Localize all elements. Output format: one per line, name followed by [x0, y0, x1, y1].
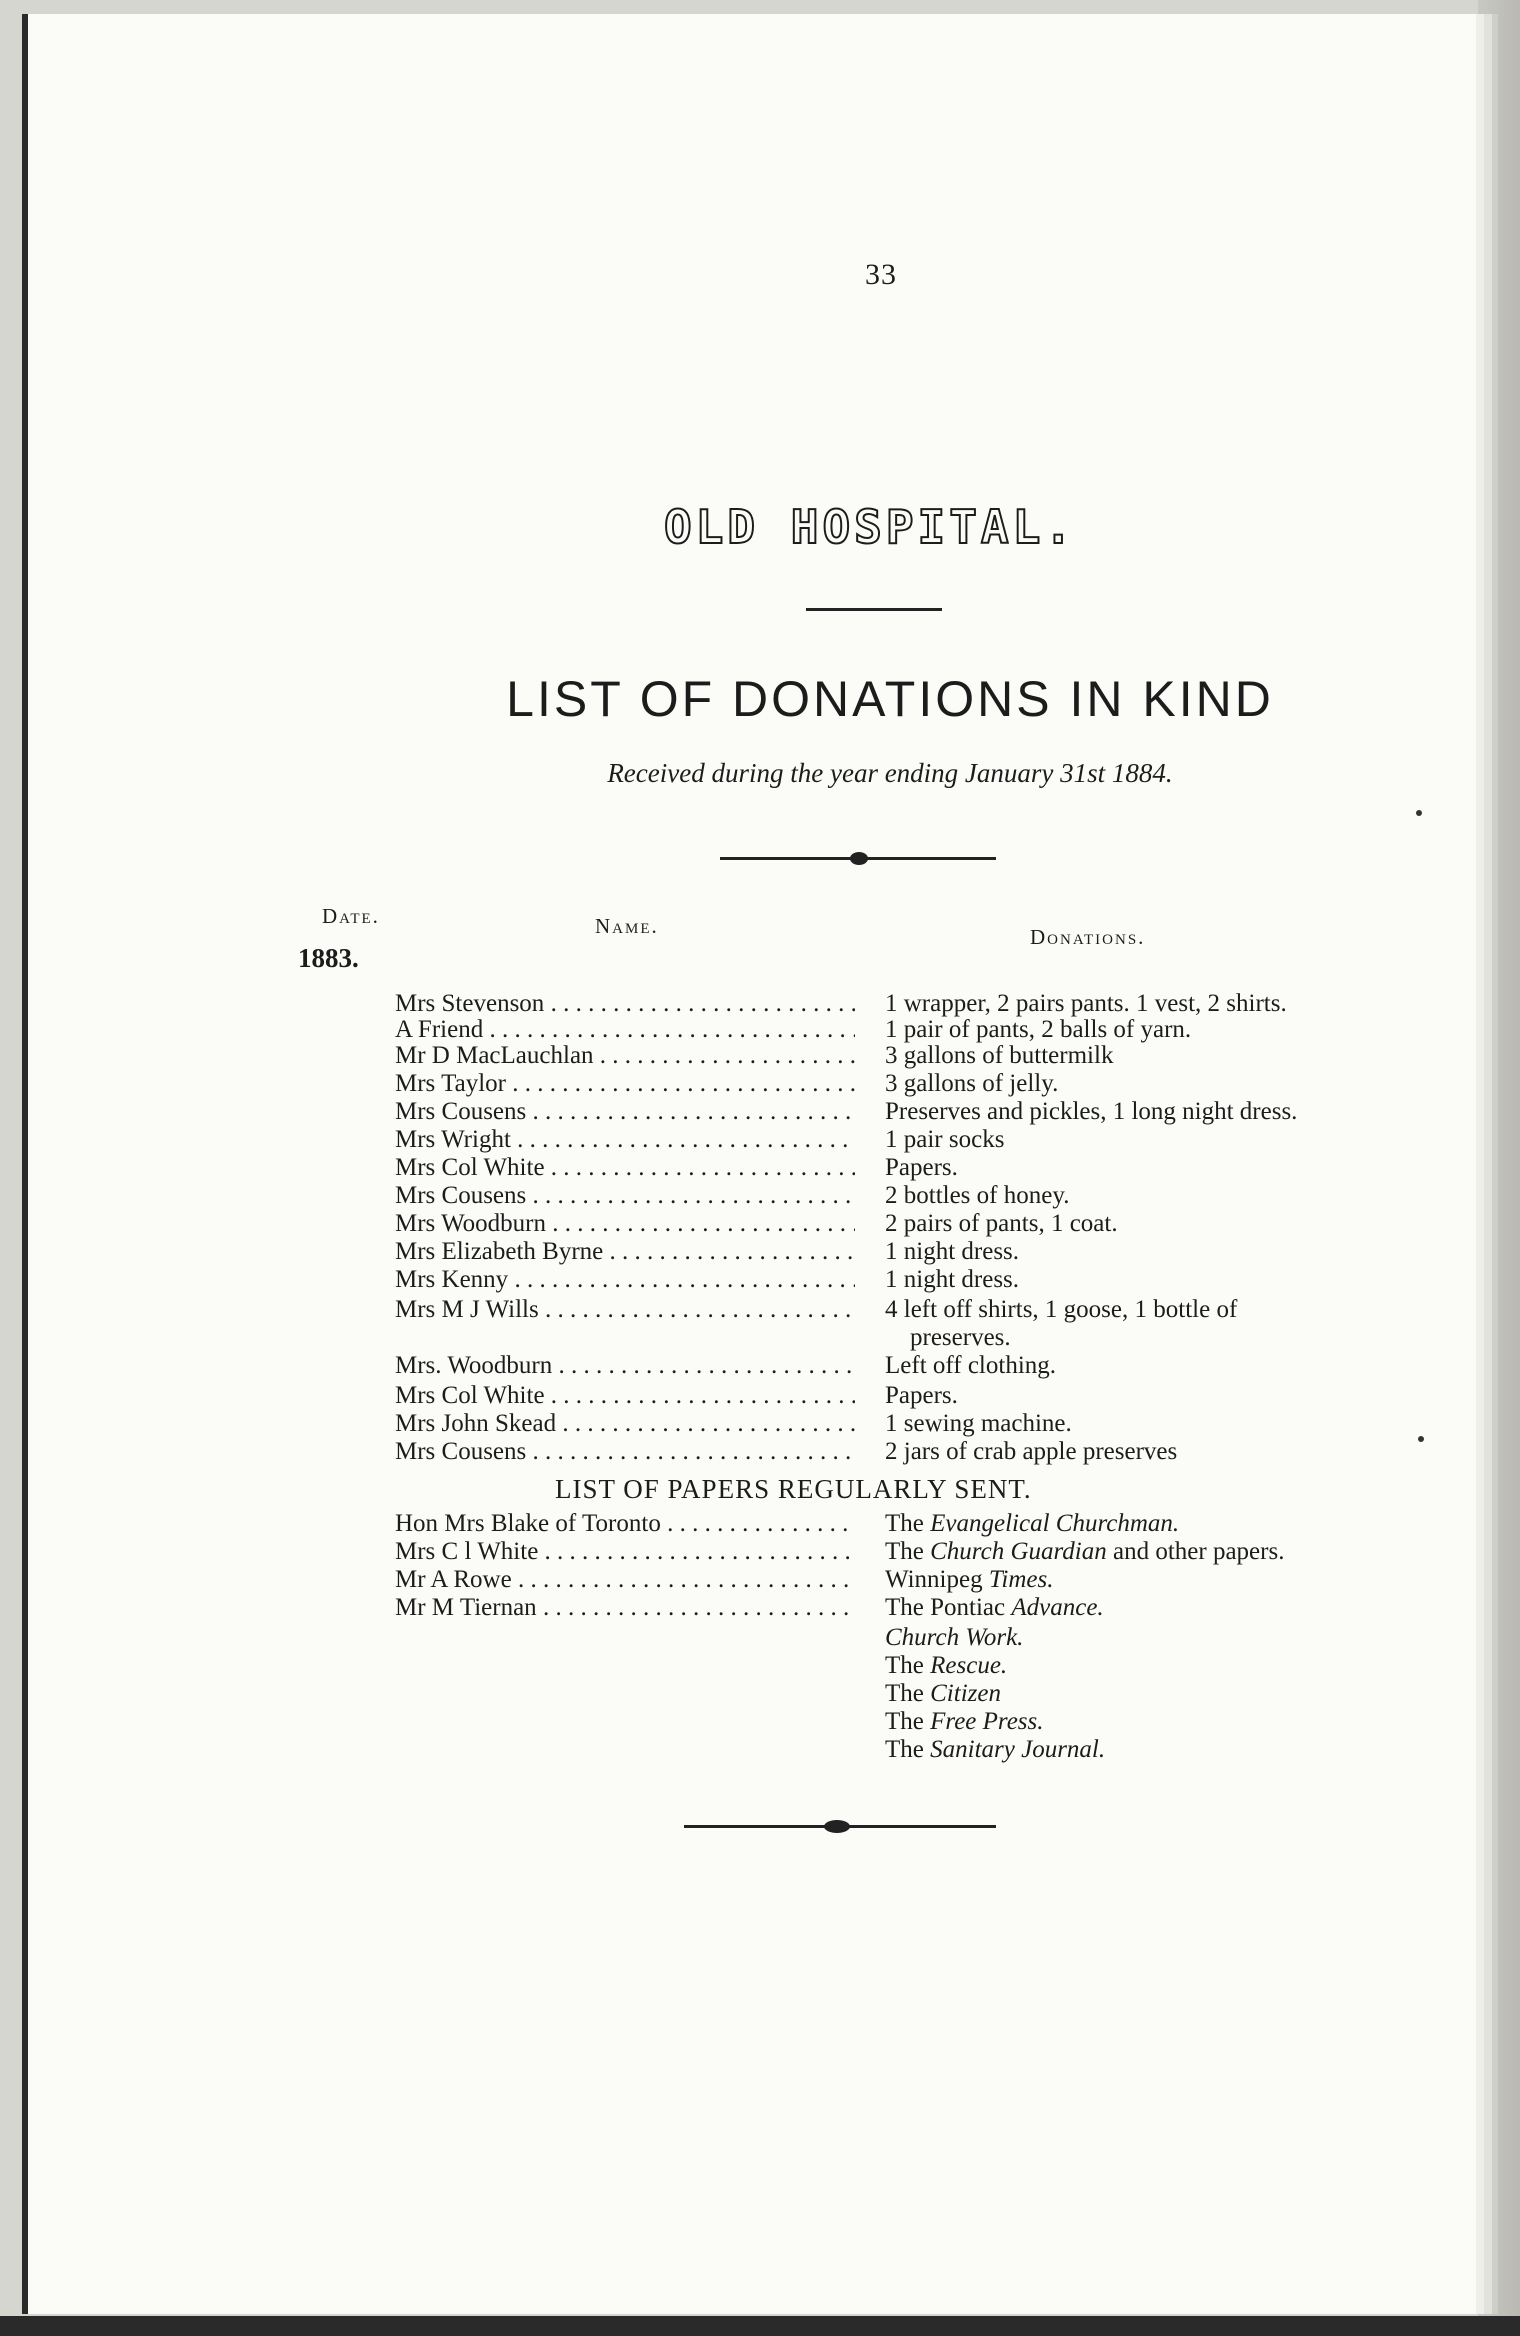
paper-title [885, 1624, 1023, 1652]
paper-title [885, 1538, 1284, 1566]
section-title: OLD HOSPITAL. [663, 500, 1077, 554]
donor-name: Mrs M J Wills . . . [395, 1296, 855, 1324]
donor-name: Mrs Taylor . . . [395, 1070, 855, 1098]
donation-item: 3 gallons of jelly. [885, 1070, 1059, 1097]
page-edge-bottom [0, 2316, 1520, 2336]
donor-name: Mrs Wright . . . [395, 1126, 855, 1154]
page-edge-right [1478, 0, 1520, 2336]
donor-name: Mrs Elizabeth Byrne . . . [395, 1238, 855, 1266]
paper-prefix: The Pontiac [885, 1594, 1012, 1621]
paper-title [885, 1708, 1044, 1736]
donation-item: 1 wrapper, 2 pairs pants. 1 vest, 2 shirts. [885, 990, 1287, 1017]
page-number: 33 [865, 258, 897, 291]
donation-item: Papers. [885, 1382, 958, 1409]
subtitle: Received during the year ending January 31st 1884. [607, 758, 1173, 788]
donor-name: Mrs Cousens . . . [395, 1182, 855, 1210]
paper-name: Church Work. [885, 1624, 1024, 1651]
paper-name: Church Guardian [930, 1538, 1107, 1565]
subscriber-name: Mrs C l White . . . [395, 1538, 855, 1566]
donation-item: 1 night dress. [885, 1238, 1020, 1265]
donor-name: Mrs Kenny . . . [395, 1266, 855, 1294]
donation-item: Preserves and pickles, 1 long night dress. [885, 1098, 1298, 1125]
paper-prefix: Winnipeg [885, 1566, 989, 1593]
donation-item: 2 jars of crab apple preserves [885, 1438, 1178, 1465]
donation-item: 3 gallons of buttermilk [885, 1042, 1114, 1069]
donor-name: Mrs John Skead . . . [395, 1410, 855, 1438]
ornament-divider-top [720, 857, 996, 860]
paper-name: Rescue. [930, 1652, 1008, 1679]
paper-name: Evangelical Churchman. [930, 1510, 1180, 1537]
paper-title [885, 1736, 1105, 1764]
paper-prefix: The [885, 1652, 931, 1679]
title-divider-rule [806, 608, 942, 611]
paper-speck [1416, 810, 1422, 816]
paper-title [885, 1594, 1104, 1622]
ornament-dot [824, 1820, 850, 1833]
column-header-name: Name. [595, 914, 659, 938]
donor-name: Mrs Cousens . . . [395, 1438, 855, 1466]
donation-item: 2 pairs of pants, 1 coat. [885, 1210, 1118, 1237]
papers-heading: LIST OF PAPERS REGULARLY SENT. [555, 1474, 1032, 1504]
paper-prefix: The [885, 1708, 931, 1735]
main-title: LIST OF DONATIONS IN KIND [506, 671, 1274, 727]
subscriber-name: Hon Mrs Blake of Toronto . . . [395, 1510, 855, 1538]
paper-title [885, 1510, 1179, 1538]
donor-name: Mrs Stevenson . . . [395, 990, 855, 1018]
subscriber-name: Mr M Tiernan . . . [395, 1594, 855, 1622]
ornament-divider-bottom [684, 1825, 996, 1828]
paper-prefix: The [885, 1538, 931, 1565]
subscriber-name: Mr A Rowe . . . [395, 1566, 855, 1594]
paper-name: Advance. [1011, 1594, 1104, 1621]
paper-title [885, 1652, 1007, 1680]
donor-name: A Friend . . . [395, 1016, 855, 1044]
donation-item: Left off clothing. [885, 1352, 1057, 1379]
donation-item-continuation: preserves. [910, 1324, 1011, 1351]
paper-prefix: The [885, 1680, 931, 1707]
donor-name: Mrs Col White . . . [395, 1382, 855, 1410]
donation-item: 1 pair of pants, 2 balls of yarn. [885, 1016, 1192, 1043]
column-header-date: Date. [322, 904, 380, 928]
paper-speck [1418, 1436, 1424, 1442]
paper-prefix: The [885, 1736, 931, 1763]
donation-item: 1 pair socks [885, 1126, 1005, 1153]
donation-item: 2 bottles of honey. [885, 1182, 1070, 1209]
paper-name: Citizen [930, 1680, 1001, 1707]
donor-name: Mrs. Woodburn . . . [395, 1352, 855, 1380]
donor-name: Mrs Woodburn . . . [395, 1210, 855, 1238]
paper-suffix: and other papers. [1106, 1538, 1285, 1565]
donation-item: 1 sewing machine. [885, 1410, 1072, 1437]
paper-name: Free Press. [930, 1708, 1044, 1735]
donation-item: Papers. [885, 1154, 958, 1181]
donor-name: Mrs Col White . . . [395, 1154, 855, 1182]
paper-title [885, 1680, 1001, 1708]
paper-prefix: The [885, 1510, 931, 1537]
paper-name: Sanitary Journal. [930, 1736, 1106, 1763]
paper-name: Times. [988, 1566, 1054, 1593]
donation-item: 4 left off shirts, 1 goose, 1 bottle of [885, 1296, 1238, 1323]
donation-item: 1 night dress. [885, 1266, 1020, 1293]
column-header-year: 1883. [298, 943, 359, 973]
donor-name: Mr D MacLauchlan . . . [395, 1042, 855, 1070]
ornament-dot [850, 852, 868, 865]
paper-title [885, 1566, 1053, 1594]
donor-name: Mrs Cousens . . . [395, 1098, 855, 1126]
column-header-donations: Donations. [1030, 925, 1146, 949]
